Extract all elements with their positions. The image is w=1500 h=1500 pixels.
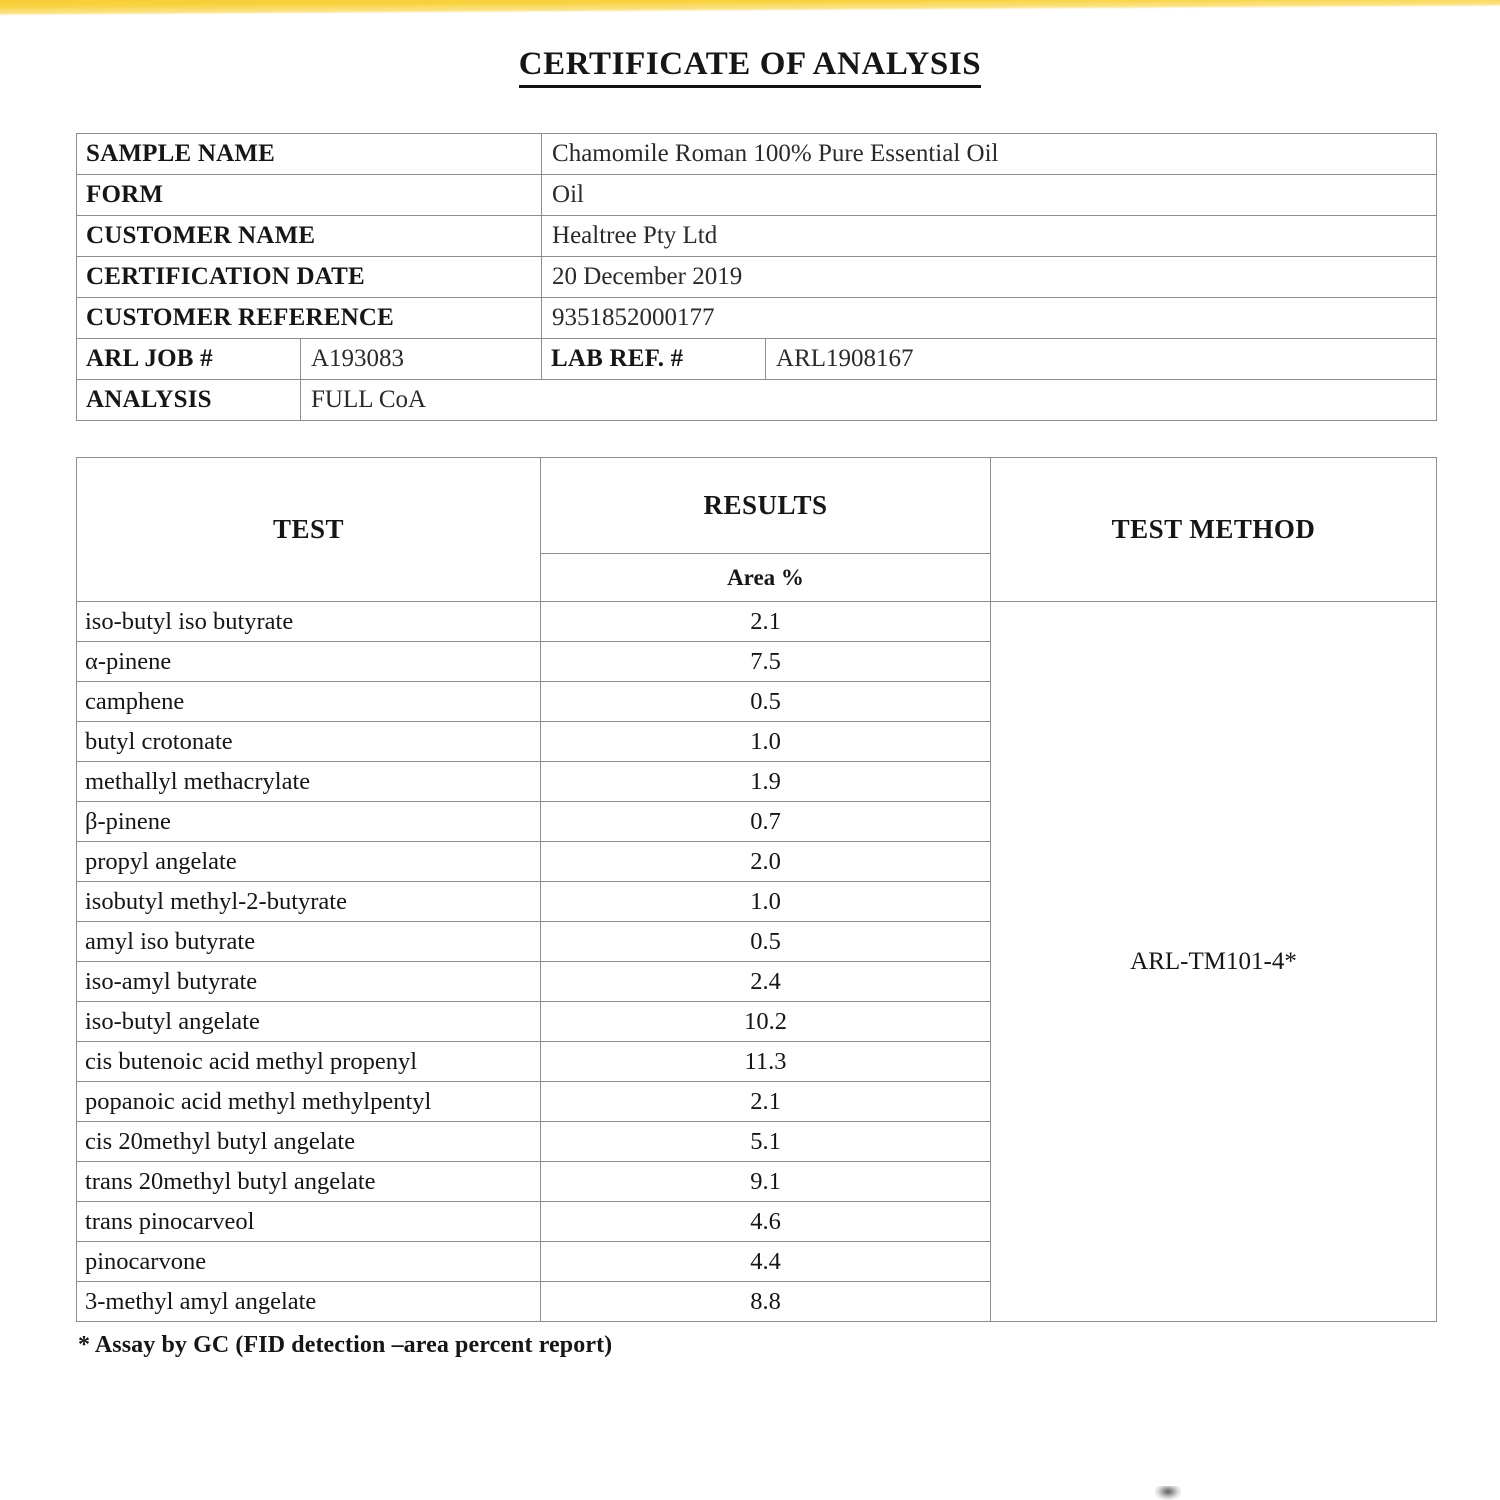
- table-row: [77, 298, 1437, 339]
- table-row: [77, 602, 1437, 642]
- column-header-test-method: TEST METHOD: [991, 458, 1437, 602]
- test-name: isobutyl methyl-2-butyrate: [77, 882, 541, 922]
- area-value: 2.1: [541, 1082, 991, 1122]
- test-name: iso-butyl angelate: [77, 1002, 541, 1042]
- area-value: 1.9: [541, 762, 991, 802]
- yellow-header-band: [0, 0, 1500, 16]
- info-value-sample-name: Chamomile Roman 100% Pure Essential Oil: [542, 134, 1437, 175]
- test-name: iso-amyl butyrate: [77, 962, 541, 1002]
- area-value: 10.2: [541, 1002, 991, 1042]
- area-value: 4.6: [541, 1202, 991, 1242]
- assay-footnote: * Assay by GC (FID detection –area percent report): [78, 1332, 613, 1358]
- info-label-certification-date: CERTIFICATION DATE: [77, 257, 542, 298]
- area-value: 4.4: [541, 1242, 991, 1282]
- table-row: [77, 216, 1437, 257]
- test-name: trans pinocarveol: [77, 1202, 541, 1242]
- test-name: 3-methyl amyl angelate: [77, 1282, 541, 1322]
- table-row: [77, 175, 1437, 216]
- page-title-text: CERTIFICATE OF ANALYSIS: [519, 46, 982, 88]
- info-label-customer-reference: CUSTOMER REFERENCE: [77, 298, 542, 339]
- area-value: 2.1: [541, 602, 991, 642]
- test-name: methallyl methacrylate: [77, 762, 541, 802]
- table-row: [77, 257, 1437, 298]
- area-value: 2.4: [541, 962, 991, 1002]
- test-name: camphene: [77, 682, 541, 722]
- table-row: [77, 134, 1437, 175]
- table-row: [77, 380, 1437, 421]
- area-value: 0.5: [541, 922, 991, 962]
- area-value: 7.5: [541, 642, 991, 682]
- area-value: 9.1: [541, 1162, 991, 1202]
- test-name: popanoic acid methyl methylpentyl: [77, 1082, 541, 1122]
- area-value: 8.8: [541, 1282, 991, 1322]
- info-value-customer-reference: 9351852000177: [542, 298, 1437, 339]
- column-subheader-area-percent: Area %: [541, 554, 991, 602]
- page-title: [0, 46, 1500, 88]
- info-label-customer-name: CUSTOMER NAME: [77, 216, 542, 257]
- results-table-body: [77, 602, 1437, 1322]
- test-name: propyl angelate: [77, 842, 541, 882]
- test-name: iso-butyl iso butyrate: [77, 602, 541, 642]
- sample-info-body: [77, 134, 1437, 421]
- area-value: 1.0: [541, 722, 991, 762]
- test-name: butyl crotonate: [77, 722, 541, 762]
- sample-info-table: [76, 133, 1437, 421]
- test-name: amyl iso butyrate: [77, 922, 541, 962]
- info-value-arl-job: A193083: [301, 339, 542, 380]
- results-table: [76, 457, 1437, 1322]
- info-value-customer-name: Healtree Pty Ltd: [542, 216, 1437, 257]
- results-table-head: [77, 458, 1437, 602]
- info-value-certification-date: 20 December 2019: [542, 257, 1437, 298]
- info-value-lab-ref: ARL1908167: [766, 339, 1437, 380]
- info-label-arl-job: ARL JOB #: [77, 339, 301, 380]
- area-value: 2.0: [541, 842, 991, 882]
- info-label-sample-name: SAMPLE NAME: [77, 134, 542, 175]
- column-header-results: RESULTS: [541, 458, 991, 554]
- test-name: trans 20methyl butyl angelate: [77, 1162, 541, 1202]
- test-name: cis 20methyl butyl angelate: [77, 1122, 541, 1162]
- area-value: 0.5: [541, 682, 991, 722]
- info-value-analysis: FULL CoA: [301, 380, 1437, 421]
- test-name: pinocarvone: [77, 1242, 541, 1282]
- info-label-form: FORM: [77, 175, 542, 216]
- info-label-analysis: ANALYSIS: [77, 380, 301, 421]
- test-name: α-pinene: [77, 642, 541, 682]
- test-name: cis butenoic acid methyl propenyl: [77, 1042, 541, 1082]
- area-value: 11.3: [541, 1042, 991, 1082]
- area-value: 0.7: [541, 802, 991, 842]
- area-value: 5.1: [541, 1122, 991, 1162]
- test-method-value: ARL-TM101-4*: [991, 602, 1437, 1322]
- scan-artifact: [1155, 1486, 1181, 1500]
- table-row: [77, 339, 1437, 380]
- area-value: 1.0: [541, 882, 991, 922]
- results-header-row: [77, 458, 1437, 554]
- info-value-form: Oil: [542, 175, 1437, 216]
- info-label-lab-ref: LAB REF. #: [542, 339, 766, 380]
- test-name: β-pinene: [77, 802, 541, 842]
- column-header-test: TEST: [77, 458, 541, 602]
